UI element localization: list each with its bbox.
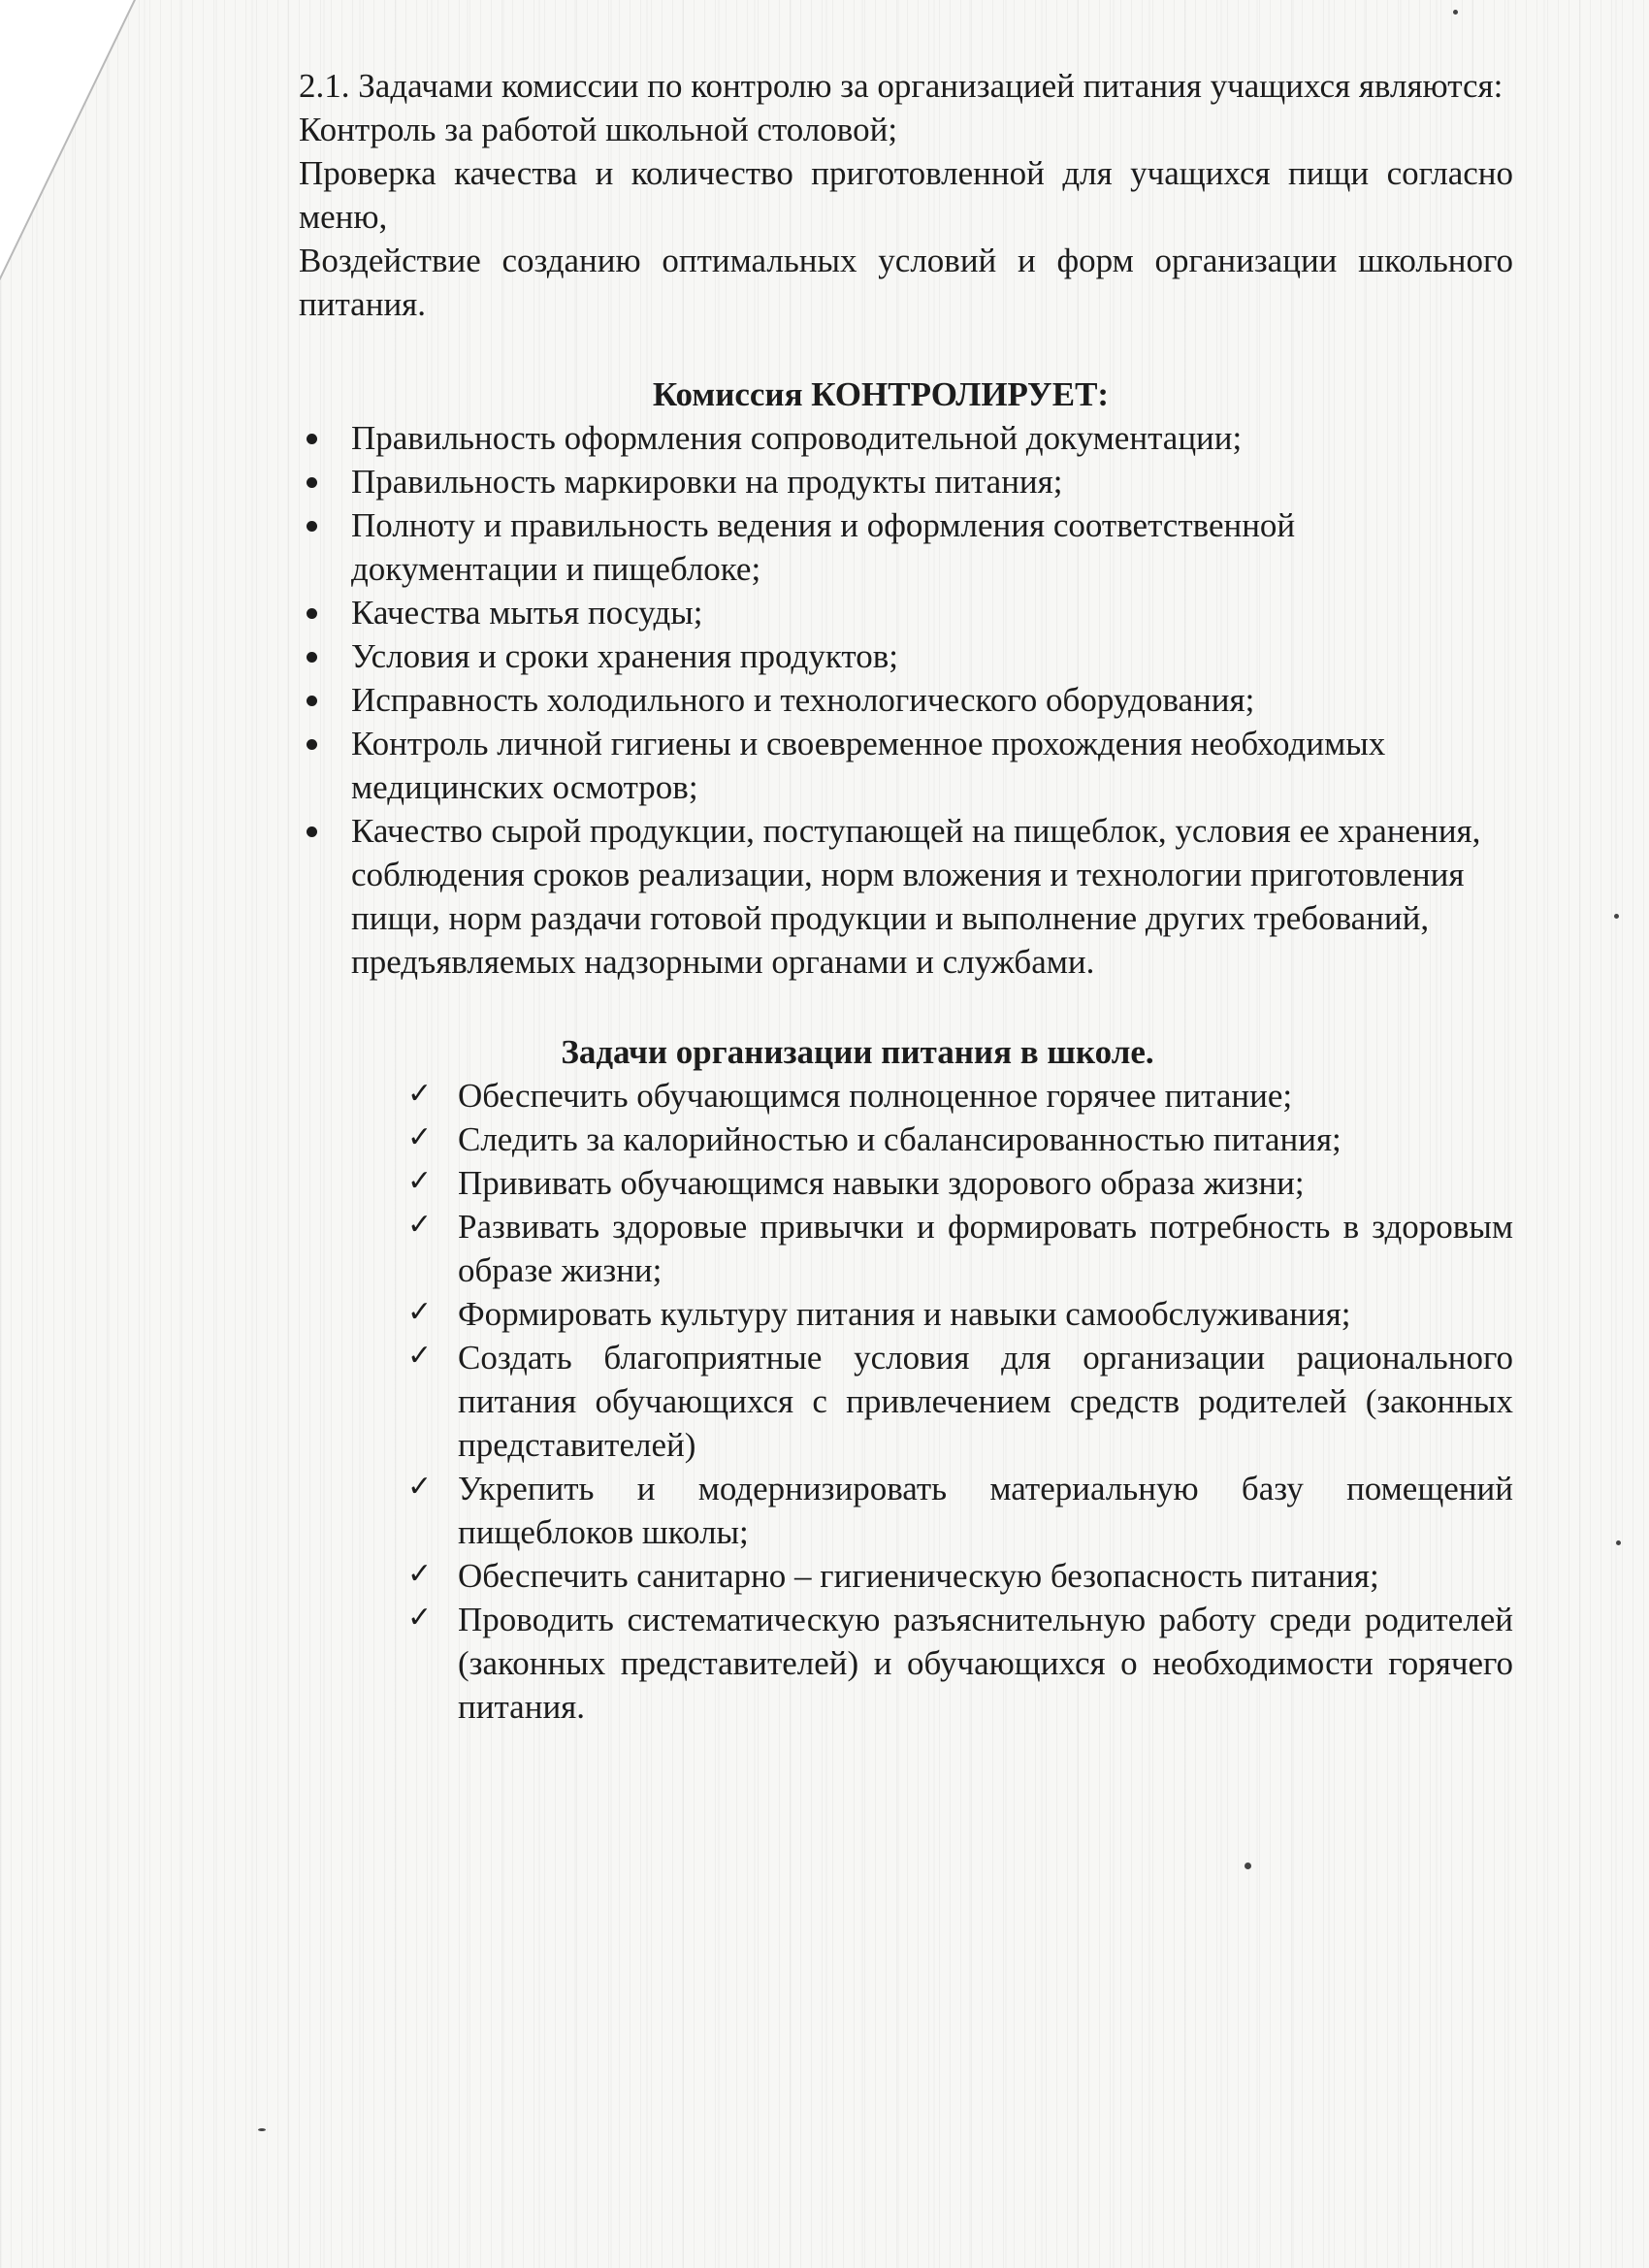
list-item-text: Обеспечить обучающимся полноценное горячее питание;: [458, 1077, 1293, 1115]
list-item-text: Качество сырой продукции, поступающей на пищеблок, условия ее хранения, соблюдения сроков реализации, норм вложения и технологии приготовления пищи, норм раздачи готовой продукции и выполнение других требований, предъявляемых надзорными органами и службами.: [351, 812, 1481, 981]
list-item-text: Формировать культуру питания и навыки самообслуживания;: [458, 1295, 1351, 1333]
list-item: [404, 1598, 1513, 1729]
list-item-text: Создать благоприятные условия для организации рационального питания обучающихся с привлечением средств родителей (законных представителей): [458, 1339, 1513, 1464]
scan-speck: [258, 2128, 266, 2131]
scan-speck: [1616, 1540, 1621, 1545]
list-item-text: Правильность маркировки на продукты питания;: [351, 463, 1063, 501]
list-item-text: Развивать здоровые привычки и формировать потребность в здоровым образе жизни;: [458, 1208, 1513, 1289]
list-item-text: Проводить систематическую разъяснительную работу среди родителей (законных представителей) и обучающихся о необходимости горячего питания.: [458, 1601, 1513, 1726]
checkmark-icon: ✓: [407, 1120, 433, 1154]
list-item: [404, 1336, 1513, 1467]
list-item-text: Обеспечить санитарно – гигиеническую безопасность питания;: [458, 1557, 1379, 1595]
list-item-text: Укрепить и модернизировать материальную базу помещений пищеблоков школы;: [458, 1470, 1513, 1551]
control-list: [299, 416, 1513, 984]
checkmark-icon: ✓: [407, 1601, 433, 1635]
bullet-icon: [307, 652, 317, 663]
checkmark-icon: ✓: [407, 1077, 433, 1111]
list-item: [404, 1074, 1513, 1118]
list-item-text: Правильность оформления сопроводительной документации;: [351, 419, 1243, 457]
list-item: [299, 591, 1513, 634]
list-item: [299, 460, 1513, 503]
bullet-icon: [307, 477, 317, 488]
bullet-icon: [307, 696, 317, 706]
list-item-text: Контроль личной гигиены и своевременное прохождения необходимых медицинских осмотров;: [351, 725, 1386, 806]
list-item: [299, 416, 1513, 460]
control-section-title: Комиссия КОНТРОЛИРУЕТ:: [652, 375, 1110, 413]
list-item-text: Прививать обучающимся навыки здорового образа жизни;: [458, 1164, 1305, 1202]
tasks-section-title: Задачи организации питания в школе.: [561, 1033, 1154, 1071]
scan-speck: [1453, 10, 1458, 15]
intro-section: [299, 64, 1513, 326]
intro-line: Проверка качества и количество приготовленной для учащихся пищи согласно меню,: [299, 154, 1513, 236]
list-item-text: Условия и сроки хранения продуктов;: [351, 637, 898, 675]
list-item: [299, 503, 1513, 591]
intro-line: Контроль за работой школьной столовой;: [299, 111, 898, 148]
checkmark-icon: ✓: [407, 1164, 433, 1198]
bullet-icon: [307, 434, 317, 444]
bullet-icon: [307, 608, 317, 619]
list-item: [299, 722, 1513, 809]
checkmark-icon: ✓: [407, 1339, 433, 1373]
checkmark-icon: ✓: [407, 1295, 433, 1329]
bullet-icon: [307, 521, 317, 532]
intro-heading: 2.1. Задачами комиссии по контролю за организацией питания учащихся являются:: [299, 67, 1504, 105]
list-item: [299, 634, 1513, 678]
checkmark-icon: ✓: [407, 1208, 433, 1242]
list-item: [404, 1205, 1513, 1292]
checkmark-icon: ✓: [407, 1470, 433, 1504]
bullet-icon: [307, 826, 317, 837]
tasks-list: [299, 1074, 1513, 1729]
document-body: [299, 64, 1513, 1729]
list-item-text: Исправность холодильного и технологического оборудования;: [351, 681, 1255, 719]
list-item-text: Качества мытья посуды;: [351, 594, 703, 632]
scan-speck: [1245, 1863, 1251, 1869]
list-item: [404, 1118, 1513, 1161]
list-item: [404, 1292, 1513, 1336]
intro-line: Воздействие созданию оптимальных условий и форм организации школьного питания.: [299, 242, 1513, 323]
bullet-icon: [307, 739, 317, 750]
checkmark-icon: ✓: [407, 1557, 433, 1591]
scan-speck: [1614, 914, 1619, 919]
list-item: [404, 1467, 1513, 1554]
folded-corner: [0, 0, 136, 281]
list-item: [404, 1554, 1513, 1598]
list-item: [299, 809, 1513, 984]
list-item-text: Следить за калорийностью и сбалансированностью питания;: [458, 1120, 1342, 1158]
list-item-text: Полноту и правильность ведения и оформления соответственной документации и пищеблоке;: [351, 506, 1296, 588]
list-item: [404, 1161, 1513, 1205]
list-item: [299, 678, 1513, 722]
